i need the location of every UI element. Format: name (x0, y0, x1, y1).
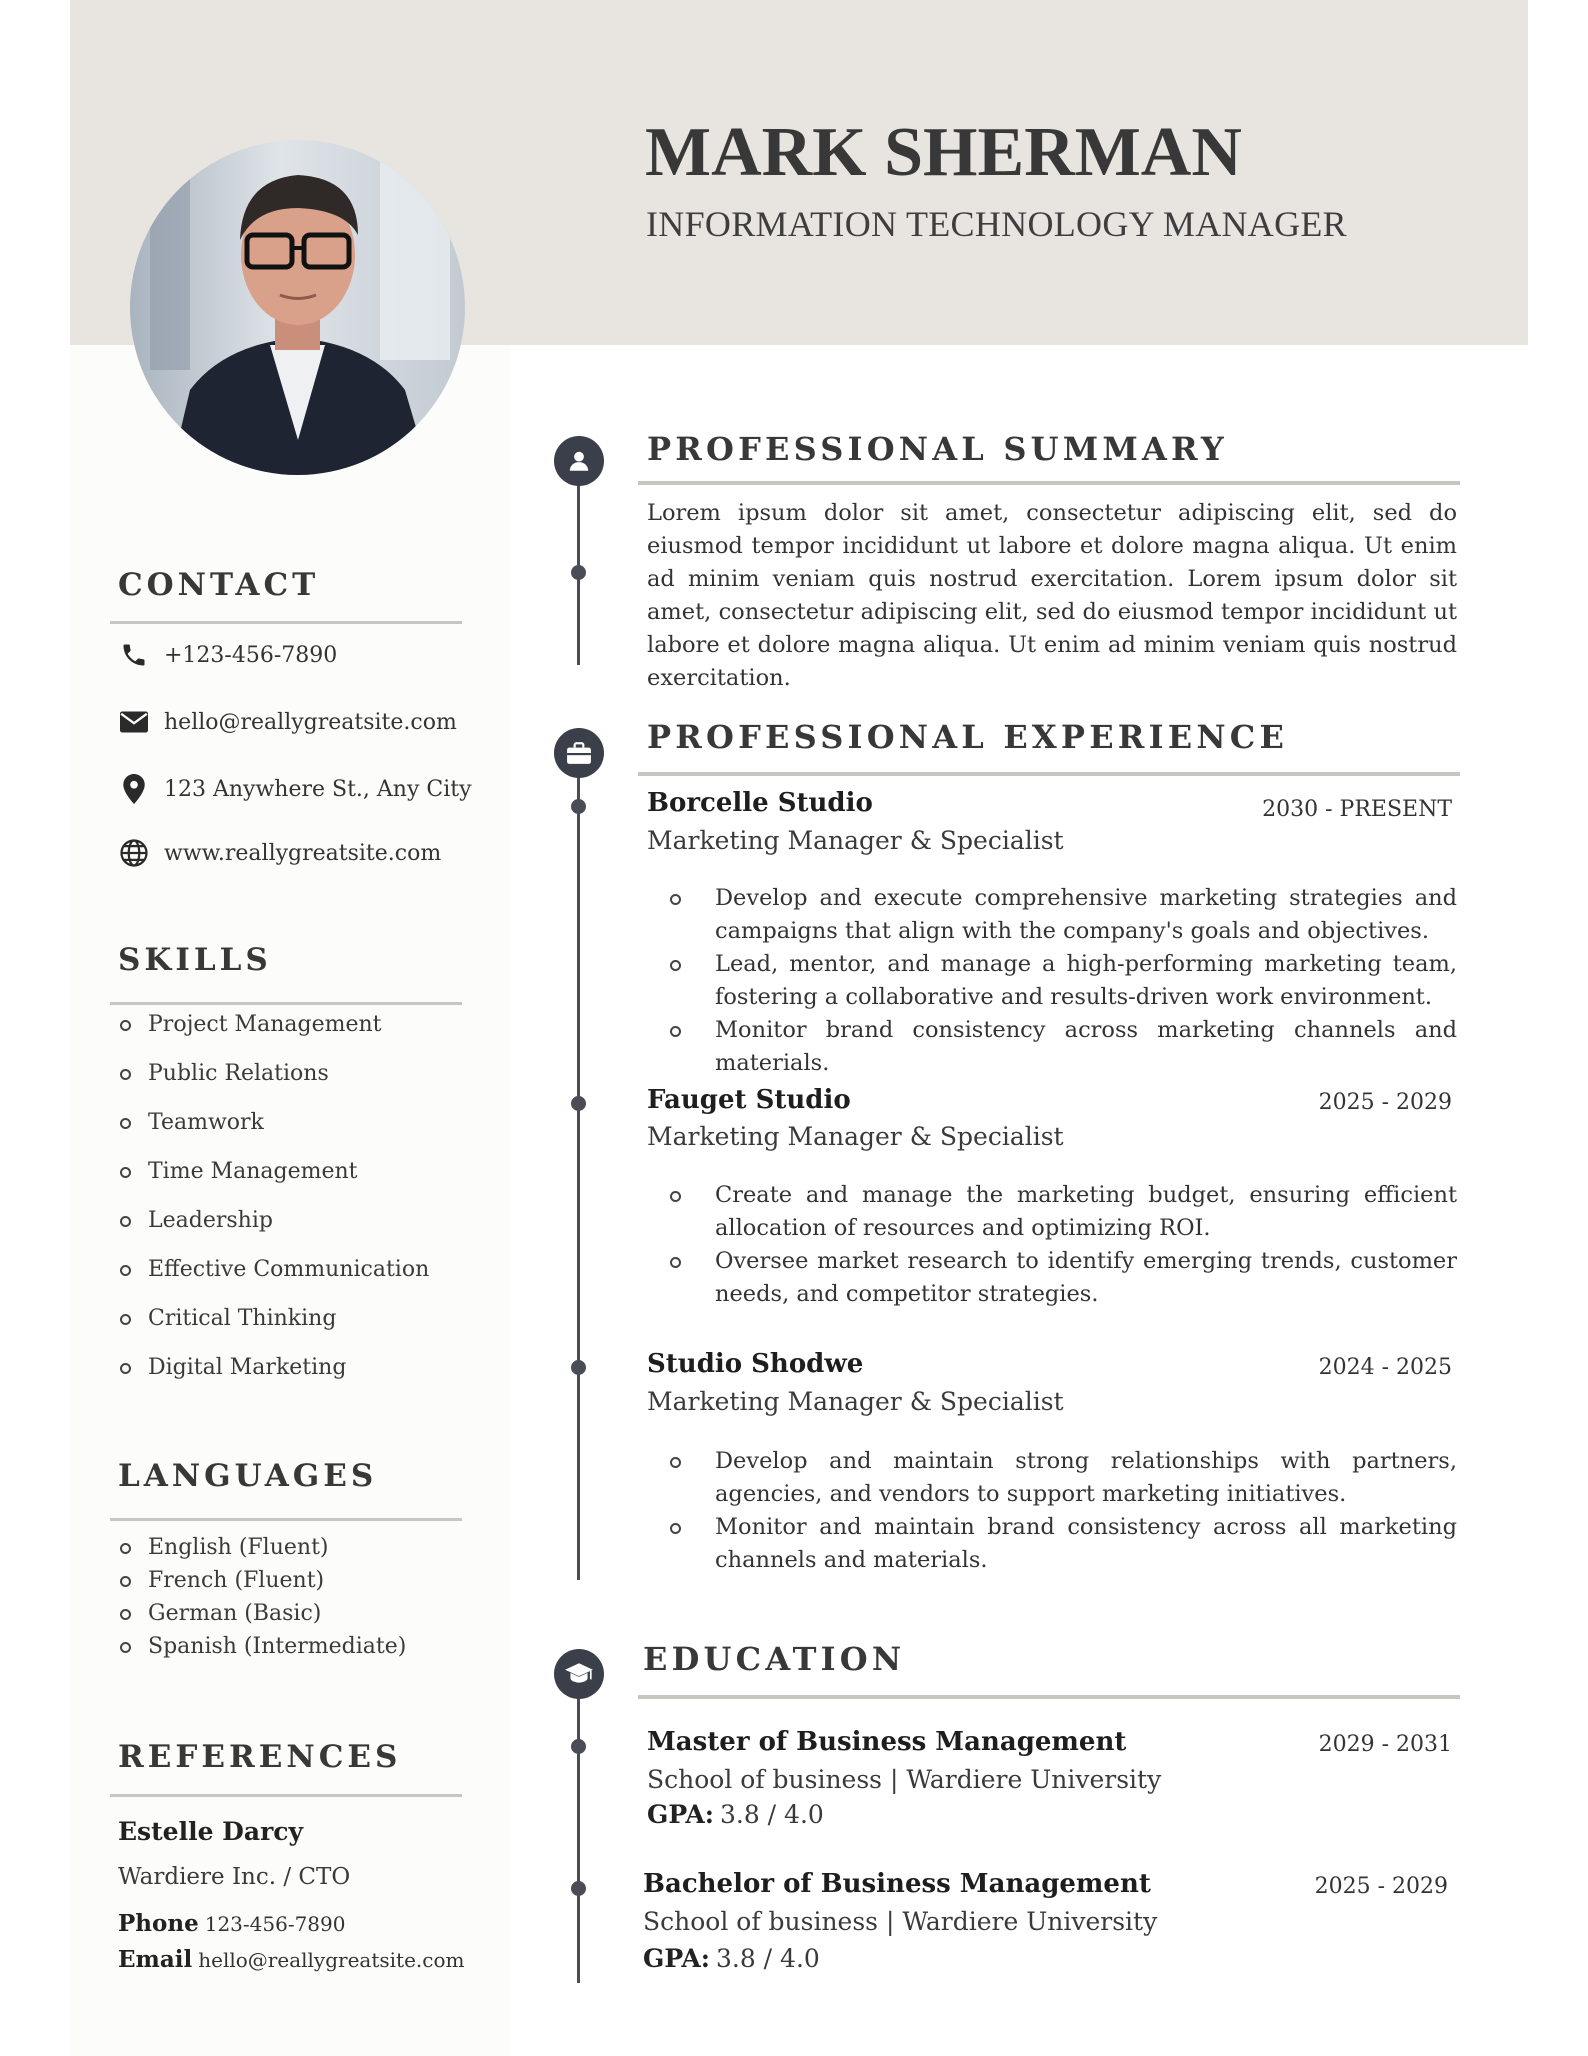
job-role: Marketing Manager & Specialist (647, 1122, 1064, 1151)
skills-list (118, 1000, 429, 1392)
job-company: Fauget Studio (647, 1085, 851, 1115)
list-item: Effective Communication (118, 1245, 429, 1294)
timeline-dot (571, 1096, 586, 1111)
list-item: Leadership (118, 1196, 429, 1245)
list-item: Time Management (118, 1147, 429, 1196)
list-item: French (Fluent) (118, 1564, 406, 1597)
timeline-dot (571, 799, 586, 814)
education-divider (638, 1695, 1460, 1699)
list-item: German (Basic) (118, 1597, 406, 1630)
degree-title: Bachelor of Business Management (643, 1869, 1151, 1899)
contact-address-text: 123 Anywhere St., Any City (164, 776, 472, 802)
reference-phone (118, 1910, 345, 1937)
list-item: Digital Marketing (118, 1343, 429, 1392)
degree-period: 2029 - 2031 (1318, 1732, 1452, 1757)
list-item: Create and manage the marketing budget, ensuring efficient allocation of resources and optimizing ROI. (670, 1179, 1457, 1245)
reference-phone-label: Phone (118, 1910, 199, 1937)
job-title: INFORMATION TECHNOLOGY MANAGER (646, 204, 1347, 244)
languages-heading: LANGUAGES (118, 1458, 378, 1494)
references-divider (110, 1794, 462, 1797)
reference-email-label: Email (118, 1946, 193, 1973)
degree-school: School of business | Wardiere University (643, 1907, 1158, 1936)
reference-role: Wardiere Inc. / CTO (118, 1864, 351, 1890)
languages-list (118, 1531, 406, 1663)
user-icon (554, 436, 604, 486)
contact-email[interactable] (118, 702, 457, 742)
contact-heading: CONTACT (118, 567, 320, 603)
list-item: Oversee market research to identify emerging trends, customer needs, and competitor strategies. (670, 1245, 1457, 1311)
contact-phone[interactable] (118, 635, 337, 675)
person-name: MARK SHERMAN (645, 114, 1242, 191)
timeline-dot (571, 1739, 586, 1754)
languages-divider (110, 1518, 462, 1521)
job-company: Studio Shodwe (647, 1349, 864, 1379)
location-pin-icon (118, 773, 150, 805)
reference-name: Estelle Darcy (118, 1817, 303, 1846)
mail-icon (118, 706, 150, 738)
list-item: Public Relations (118, 1049, 429, 1098)
list-item: Monitor brand consistency across marketing channels and materials. (670, 1014, 1457, 1080)
job-bullets (670, 1445, 1457, 1577)
job-period: 2030 - PRESENT (1262, 797, 1452, 822)
education-heading: EDUCATION (643, 1640, 906, 1678)
contact-phone-text: +123-456-7890 (164, 642, 338, 668)
reference-phone-value: 123-456-7890 (204, 1912, 346, 1936)
degree-gpa (643, 1944, 820, 1973)
timeline-dot (571, 565, 586, 580)
job-role: Marketing Manager & Specialist (647, 1387, 1064, 1416)
job-period: 2024 - 2025 (1318, 1355, 1452, 1380)
list-item: Monitor and maintain brand consistency across all marketing channels and materials. (670, 1511, 1457, 1577)
list-item: Lead, mentor, and manage a high-performing marketing team, fostering a collaborative and results-driven work environment. (670, 948, 1457, 1014)
list-item: Project Management (118, 1000, 429, 1049)
timeline-line-summary (577, 460, 580, 665)
globe-icon (118, 837, 150, 869)
job-bullets (670, 882, 1457, 1080)
timeline-dot (571, 1881, 586, 1896)
contact-divider (110, 621, 462, 624)
gpa-value: 3.8 / 4.0 (719, 1800, 824, 1829)
job-period: 2025 - 2029 (1318, 1090, 1452, 1115)
gpa-label: GPA: (643, 1944, 710, 1973)
summary-text: Lorem ipsum dolor sit amet, consectetur adipiscing elit, sed do eiusmod tempor incididunt ut labore et dolore magna aliqua. Ut enim ad minim veniam quis nostrud exercitation. Lorem ipsum dolor sit amet, consectetur adipiscing elit, sed do eiusmod tempor incididunt ut labore et dolore magna aliqua. Ut enim ad minim veniam quis nostrud exercitation. (647, 500, 1457, 691)
list-item: Develop and execute comprehensive marketing strategies and campaigns that align with the company's goals and objectives. (670, 882, 1457, 948)
graduation-cap-icon (554, 1649, 604, 1699)
list-item: Critical Thinking (118, 1294, 429, 1343)
list-item: Spanish (Intermediate) (118, 1630, 406, 1663)
timeline-line-education (577, 1693, 580, 1983)
resume-page (70, 0, 1528, 2056)
gpa-value: 3.8 / 4.0 (715, 1944, 820, 1973)
experience-divider (638, 772, 1460, 776)
list-item: Develop and maintain strong relationships with partners, agencies, and vendors to support marketing initiatives. (670, 1445, 1457, 1511)
phone-icon (118, 639, 150, 671)
contact-address (118, 769, 472, 809)
briefcase-icon (554, 728, 604, 778)
summary-divider (638, 481, 1460, 485)
contact-website[interactable] (118, 833, 441, 873)
experience-heading: PROFESSIONAL EXPERIENCE (647, 718, 1289, 756)
job-company: Borcelle Studio (647, 788, 873, 818)
references-heading: REFERENCES (118, 1739, 402, 1775)
reference-email-value: hello@reallygreatsite.com (198, 1948, 465, 1972)
reference-email (118, 1946, 464, 1973)
timeline-dot (571, 1360, 586, 1375)
timeline-line-experience (577, 745, 580, 1580)
list-item: Teamwork (118, 1098, 429, 1147)
degree-gpa (647, 1800, 824, 1829)
job-role: Marketing Manager & Specialist (647, 826, 1064, 855)
list-item: English (Fluent) (118, 1531, 406, 1564)
degree-title: Master of Business Management (647, 1727, 1127, 1757)
summary-heading: PROFESSIONAL SUMMARY (647, 430, 1228, 468)
contact-website-text: www.reallygreatsite.com (164, 840, 442, 866)
gpa-label: GPA: (647, 1800, 714, 1829)
degree-period: 2025 - 2029 (1314, 1874, 1448, 1899)
job-bullets (670, 1179, 1457, 1311)
contact-email-text: hello@reallygreatsite.com (164, 709, 457, 735)
degree-school: School of business | Wardiere University (647, 1765, 1162, 1794)
profile-photo (130, 140, 465, 475)
skills-heading: SKILLS (118, 942, 272, 978)
